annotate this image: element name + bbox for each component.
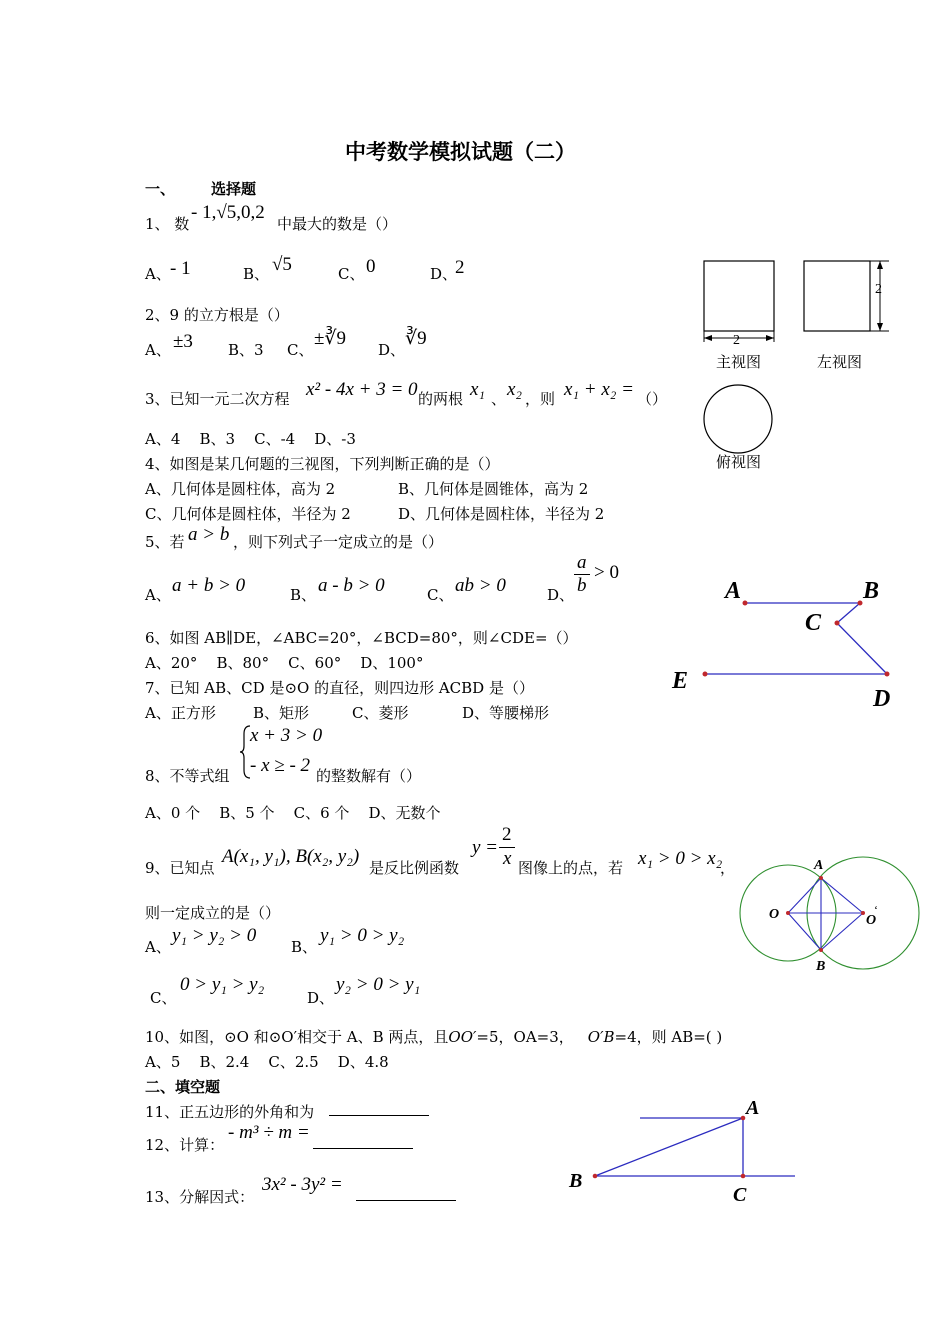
q11-answer-blank[interactable] — [329, 1099, 429, 1116]
point-c — [741, 1174, 746, 1179]
q3-paren: （） — [637, 390, 668, 408]
q12-expression: - m³ ÷ m = — [228, 1122, 310, 1143]
section1-number: 一、 — [145, 180, 176, 198]
q1-expression: - 1,√5,0,2 — [191, 202, 265, 223]
height-dimension-label: 2 — [875, 282, 882, 297]
label-c: C — [733, 1184, 747, 1206]
q6-stem: 6、如图 AB∥DE，∠ABC=20°，∠BCD=80°，则∠CDE=（） — [145, 629, 578, 647]
q1-option-c-label: C、 — [338, 265, 365, 283]
q7-option-b: B、矩形 — [253, 704, 310, 722]
q9-func-denominator: x — [503, 848, 512, 869]
q1-option-b: √5 — [272, 254, 292, 275]
q13-expression: 3x² - 3y² = — [262, 1174, 343, 1195]
q1-option-a: - 1 — [170, 258, 191, 279]
q5-option-d-rest: > 0 — [594, 562, 619, 583]
q9-mid2: 图像上的点，若 — [518, 859, 624, 877]
width-dimension-label: 2 — [733, 333, 740, 348]
q4-option-c: C、几何体是圆柱体，半径为 2 — [145, 505, 351, 523]
q9-option-c-label: C、 — [150, 989, 177, 1007]
point-e — [703, 672, 708, 677]
label-a: A — [814, 858, 824, 873]
label-e: E — [672, 668, 689, 694]
q10-figure — [735, 852, 925, 977]
q5-option-d-denominator: b — [577, 575, 587, 596]
label-b: B — [569, 1170, 583, 1192]
q9-end: ， — [720, 859, 736, 877]
q2-option-d: ∛9 — [405, 328, 427, 349]
q7-stem: 7、已知 AB、CD 是⊙O 的直径，则四边形 ACBD 是（） — [145, 679, 534, 697]
q9-option-d: y₂ > 0 > y₁ — [336, 974, 421, 995]
q4-stem: 4、如图是某几何题的三视图，下列判断正确的是（） — [145, 455, 500, 473]
q6-options: A、20° B、80° C、60° D、100° — [145, 654, 424, 672]
arrow-left-icon — [704, 335, 712, 341]
q7-option-c: C、菱形 — [352, 704, 409, 722]
top-view-circle — [704, 385, 772, 453]
q10-options: A、5 B、2.4 C、2.5 D、4.8 — [145, 1053, 389, 1071]
main-view-square — [704, 261, 774, 331]
label-o-prime: O — [866, 913, 877, 928]
q3-mid: 的两根 — [418, 390, 464, 408]
q9-line2: 则一定成立的是（） — [145, 904, 281, 922]
q13-answer-blank[interactable] — [356, 1183, 456, 1201]
q10-stem-start: 10、如图，⊙O 和⊙O′相交于 A、B 两点，且OO′=5，OA=3， O′B=4，则 AB=( ) — [145, 1028, 723, 1046]
q9-mid: 是反比例函数 — [369, 859, 460, 877]
q4-option-d: D、几何体是圆柱体，半径为 2 — [398, 505, 605, 523]
page-title: 中考数学模拟试题（二） — [345, 140, 576, 164]
label-o: O — [769, 907, 780, 922]
q3-separator: 、 — [491, 390, 507, 408]
q3-options: A、4 B、3 C、-4 D、-3 — [145, 430, 356, 448]
point-b — [593, 1174, 598, 1179]
q9-option-a: y₁ > y₂ > 0 — [172, 925, 257, 946]
q8-suffix: 的整数解有（） — [316, 767, 422, 785]
q9-func-y: y = — [472, 837, 499, 858]
label-b: B — [816, 959, 826, 974]
q11-stem: 11、正五边形的外角和为 — [145, 1103, 315, 1121]
arrow-down-icon — [877, 323, 883, 331]
q9-option-c: 0 > y₁ > y₂ — [180, 974, 265, 995]
q12-prefix: 12、计算： — [145, 1136, 225, 1154]
q1-option-d-label: D、 — [430, 265, 458, 283]
triangle-figure — [560, 1090, 810, 1210]
label-c: C — [805, 610, 822, 636]
q5-prefix: 5、若 — [145, 533, 185, 551]
label-a: A — [746, 1097, 760, 1119]
q2-option-a: ±3 — [173, 331, 193, 352]
q8-inequality-1: x + 3 > 0 — [250, 725, 323, 746]
q3-prefix: 3、已知一元二次方程 — [145, 390, 290, 408]
arrow-right-icon — [766, 335, 774, 341]
q8-options: A、0 个 B、5 个 C、6 个 D、无数个 — [145, 804, 441, 822]
section2-label: 二、填空题 — [145, 1078, 221, 1096]
q2-option-a-label: A、 — [145, 341, 171, 359]
point-c — [835, 621, 840, 626]
q13-prefix: 13、分解因式： — [145, 1188, 255, 1206]
q7-option-d: D、等腰梯形 — [462, 704, 550, 722]
q5-option-d-label: D、 — [547, 586, 575, 604]
q5-suffix: ，则下列式子一定成立的是（） — [233, 533, 444, 551]
q8-inequality-2: - x ≥ - 2 — [250, 755, 311, 776]
q9-prefix: 9、已知点 — [145, 859, 215, 877]
left-view-square — [804, 261, 870, 331]
q9-condition: x₁ > 0 > x₂ — [638, 848, 723, 869]
q5-option-d-numerator: a — [577, 552, 587, 573]
q3-equation: x² - 4x + 3 = 0 — [306, 379, 418, 400]
q7-option-a: A、正方形 — [145, 704, 216, 722]
point-a — [743, 601, 748, 606]
q2-stem: 2、9 的立方根是（） — [145, 306, 289, 324]
q2-option-b: B、3 — [228, 341, 264, 359]
q1-option-d: 2 — [455, 257, 465, 278]
q5-option-c: ab > 0 — [455, 575, 506, 596]
q3-sum: x₁ + x₂ = — [564, 379, 634, 400]
q12-answer-blank[interactable] — [313, 1131, 413, 1149]
q4-option-a: A、几何体是圆柱体，高为 2 — [145, 480, 336, 498]
q1-suffix: 中最大的数是（） — [277, 215, 398, 233]
q2-option-d-label: D、 — [378, 341, 406, 359]
q1-prefix: 1、 数 — [145, 215, 190, 233]
q4-option-b: B、几何体是圆锥体，高为 2 — [398, 480, 589, 498]
q6-figure — [665, 570, 915, 715]
q9-points: A(x₁, y₁), B(x₂, y₂) — [222, 846, 360, 867]
arrow-up-icon — [877, 261, 883, 269]
q3-x2: x₂ — [507, 379, 523, 400]
label-b: B — [863, 578, 880, 604]
q5-option-b-label: B、 — [290, 586, 317, 604]
q2-option-c-label: C、 — [287, 341, 314, 359]
q5-option-a: a + b > 0 — [172, 575, 246, 596]
q5-option-c-label: C、 — [427, 586, 454, 604]
q9-option-b: y₁ > 0 > y₂ — [320, 925, 405, 946]
label-d: D — [873, 686, 891, 712]
q5-option-a-label: A、 — [145, 586, 171, 604]
q3-comma: ，则 — [525, 390, 556, 408]
point-a — [741, 1116, 746, 1121]
section1-label: 选择题 — [211, 180, 257, 198]
point-d — [885, 672, 890, 677]
q1-option-c: 0 — [366, 256, 376, 277]
q9-option-a-label: A、 — [145, 938, 171, 956]
label-o-prime-mark: ‘ — [874, 903, 878, 917]
q5-option-b: a - b > 0 — [318, 575, 385, 596]
q1-option-a-label: A、 — [145, 265, 171, 283]
q2-option-c: ±∛9 — [314, 328, 347, 349]
q9-option-b-label: B、 — [291, 938, 318, 956]
main-view-label: 主视图 — [716, 353, 762, 371]
q5-condition: a > b — [188, 524, 230, 545]
q9-func-numerator: 2 — [502, 824, 512, 845]
left-view-label: 左视图 — [817, 353, 863, 371]
label-a: A — [725, 578, 742, 604]
top-view-label: 俯视图 — [716, 453, 762, 471]
q1-option-b-label: B、 — [243, 265, 270, 283]
q9-option-d-label: D、 — [307, 989, 335, 1007]
q8-prefix: 8、不等式组 — [145, 767, 230, 785]
q3-x1: x₁ — [470, 379, 486, 400]
point-b — [858, 601, 863, 606]
